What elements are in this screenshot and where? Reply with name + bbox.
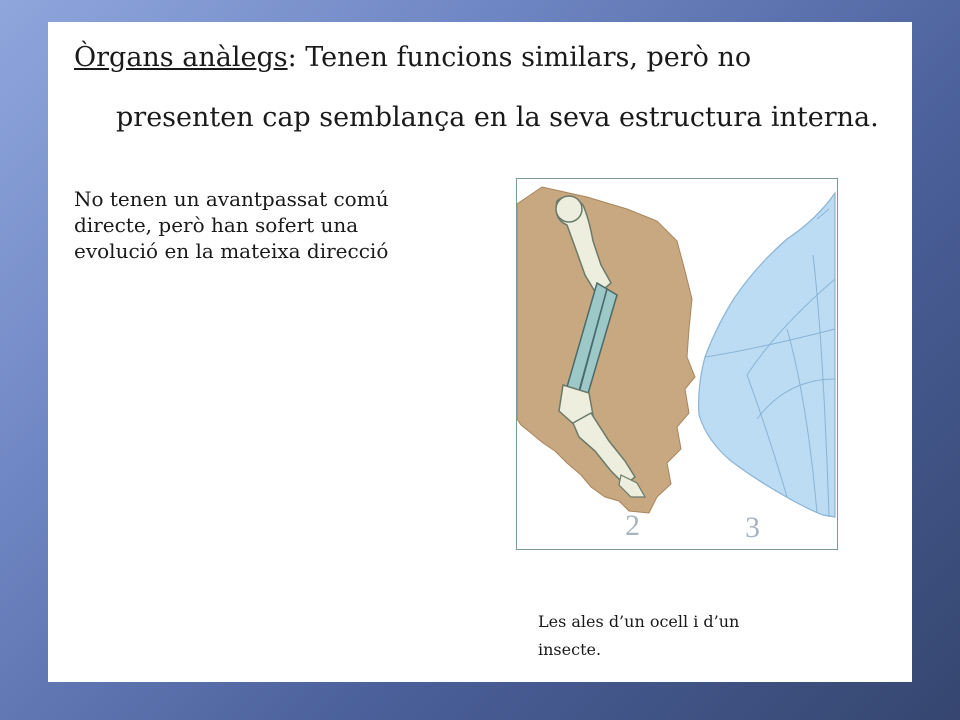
label-insect-wing: 3	[745, 511, 760, 544]
figure-caption: Les ales d’un ocell i d’un insecte.	[538, 612, 740, 659]
title-term: Òrgans anàlegs	[74, 42, 288, 73]
wings-illustration	[516, 178, 838, 550]
title-definition-start: : Tenen funcions similars, però no	[287, 42, 752, 73]
shoulder-joint	[556, 196, 582, 222]
slide-title-line2: presenten cap semblança en la seva estructura interna.	[116, 102, 879, 133]
slide	[48, 22, 912, 682]
label-bird-wing: 2	[625, 509, 640, 542]
wings-svg	[517, 179, 837, 549]
body-text: No tenen un avantpassat comú directe, però han sofert una evolució en la mateixa direcció	[74, 187, 389, 263]
slide-title-line1	[74, 42, 751, 73]
